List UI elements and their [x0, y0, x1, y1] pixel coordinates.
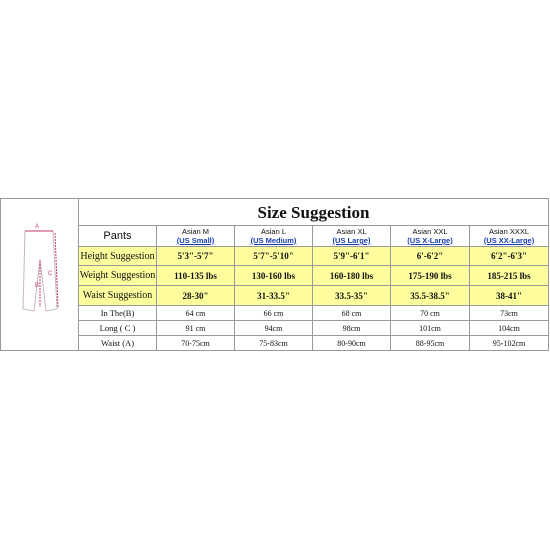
- table-cell: 185-215 lbs: [469, 266, 548, 285]
- us-size-label: (US Small): [176, 236, 215, 245]
- row-label: Waist (A): [100, 338, 135, 348]
- us-size-label: (US X-Large): [407, 236, 453, 245]
- table-cell: 33.5-35": [312, 286, 390, 305]
- waist-row: [79, 336, 548, 350]
- table-cell: 110-135 lbs: [156, 266, 234, 285]
- inseam-row: [79, 306, 548, 321]
- table-cell: 35.5-38.5": [390, 286, 469, 305]
- waist-suggestion-row: [79, 286, 548, 306]
- asian-size-label: Asian M: [181, 227, 210, 236]
- size-chart: [0, 198, 549, 351]
- asian-size-label: Asian XXL: [412, 227, 448, 236]
- table-cell: 5'9"-6'1": [312, 247, 390, 265]
- asian-size-label: Asian XXXL: [488, 227, 530, 236]
- table-cell: 5'3"-5'7": [156, 247, 234, 265]
- header-size-xxl: [390, 226, 469, 246]
- table-cell: 70-75cm: [156, 336, 234, 350]
- header-size-xxxl: [469, 226, 548, 246]
- table-cell: 28-30": [156, 286, 234, 305]
- table-cell: 31-33.5": [234, 286, 312, 305]
- table-cell: 91 cm: [156, 321, 234, 335]
- table-cell: 6'2"-6'3": [469, 247, 548, 265]
- table-cell: 94cm: [234, 321, 312, 335]
- diagram-label-c: C: [48, 271, 53, 277]
- header-size-m: [156, 226, 234, 246]
- header-size-l: [234, 226, 312, 246]
- diagram-label-b: B: [35, 283, 40, 289]
- asian-size-label: Asian L: [260, 227, 287, 236]
- diagram-label-a: A: [35, 224, 40, 230]
- row-label: Waist Suggestion: [82, 290, 153, 301]
- length-row: [79, 321, 548, 336]
- table-cell: 160-180 lbs: [312, 266, 390, 285]
- table-cell: 88-95cm: [390, 336, 469, 350]
- asian-size-label: Asian XL: [336, 227, 367, 236]
- table-cell: 64 cm: [156, 306, 234, 320]
- table-cell: 5'7"-5'10": [234, 247, 312, 265]
- table-cell: 130-160 lbs: [234, 266, 312, 285]
- table-cell: 104cm: [469, 321, 548, 335]
- header-size-xl: [312, 226, 390, 246]
- pants-diagram: [1, 199, 79, 350]
- table-cell: 68 cm: [312, 306, 390, 320]
- table-cell: 66 cm: [234, 306, 312, 320]
- weight-suggestion-row: [79, 266, 548, 286]
- row-label: In The(B): [100, 308, 135, 318]
- table-cell: 38-41": [469, 286, 548, 305]
- table-cell: 95-102cm: [469, 336, 548, 350]
- table-cell: 75-83cm: [234, 336, 312, 350]
- height-suggestion-row: [79, 247, 548, 266]
- table-cell: 73cm: [469, 306, 548, 320]
- us-size-label: (US Medium): [250, 236, 297, 245]
- pants-measurement-illustration: [1, 199, 79, 350]
- header-pants: Pants: [103, 229, 132, 242]
- row-label: Weight Suggestion: [79, 270, 156, 281]
- table-cell: 98cm: [312, 321, 390, 335]
- table-cell: 70 cm: [390, 306, 469, 320]
- table-title: Size Suggestion: [79, 199, 548, 226]
- header-row: [79, 226, 548, 247]
- table-cell: 175-190 lbs: [390, 266, 469, 285]
- table-cell: 80-90cm: [312, 336, 390, 350]
- row-label: Long ( C ): [99, 323, 136, 333]
- us-size-label: (US XX-Large): [483, 236, 535, 245]
- table-cell: 6'-6'2": [390, 247, 469, 265]
- row-label: Height Suggestion: [80, 250, 155, 262]
- us-size-label: (US Large): [332, 236, 371, 245]
- size-table: [79, 199, 548, 350]
- table-cell: 101cm: [390, 321, 469, 335]
